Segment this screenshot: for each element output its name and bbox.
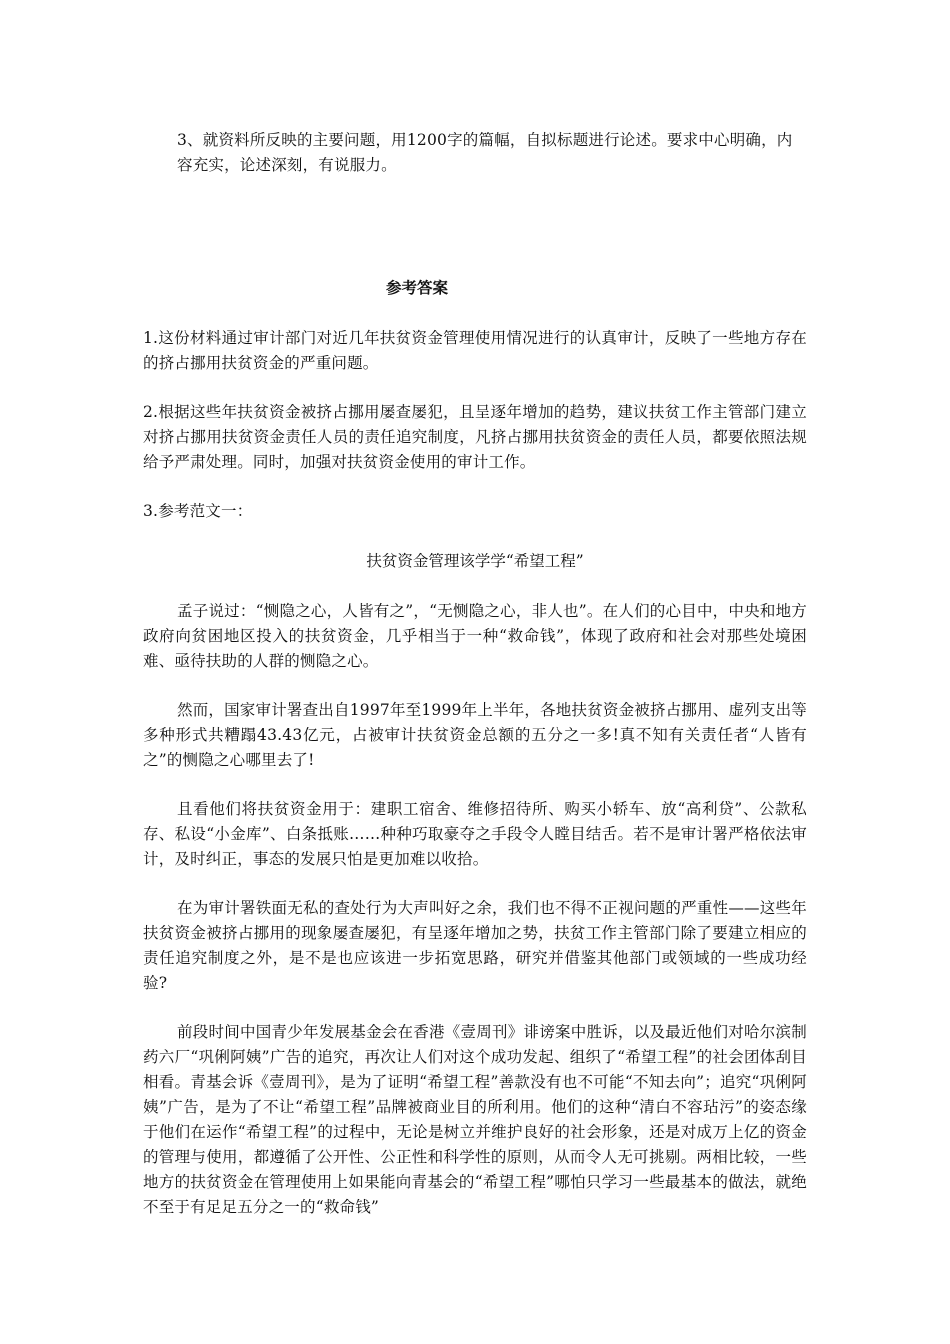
essay-paragraph-4: 在为审计署铁面无私的查处行为大声叫好之余，我们也不得不正视问题的严重性——这些年扶贫资金被挤占挪用的现象屡查屡犯，有呈逐年增加之势，扶贫工作主管部门除了要建立相应的责任追究制度之外，是不是也应该进一步拓宽思路，研究并借鉴其他部门或领域的一些成功经验? [143,899,807,992]
answer-2: 2.根据这些年扶贫资金被挤占挪用屡查屡犯，且呈逐年增加的趋势，建议扶贫工作主管部门建立对挤占挪用扶贫资金责任人员的责任追究制度，凡挤占挪用扶贫资金的责任人员，都要依照法规给予严肃处理。同时，加强对扶贫资金使用的审计工作。 [143,403,807,471]
answer-1: 1.这份材料通过审计部门对近几年扶贫资金管理使用情况进行的认真审计，反映了一些地方存在的挤占挪用扶贫资金的严重问题。 [143,329,807,372]
answer-3-label: 3.参考范文一： [143,502,253,520]
essay-paragraph-2: 然而，国家审计署查出自1997年至1999年上半年，各地扶贫资金被挤占挪用、虚列支出等多种形式共糟蹋43.43亿元，占被审计扶贫资金总额的五分之一多!真不知有关责任者“人皆有之”的恻隐之心哪里去了! [143,701,807,769]
answer-heading: 参考答案 [385,279,448,297]
essay-paragraph-1: 孟子说过：“恻隐之心，人皆有之”，“无恻隐之心，非人也”。在人们的心目中，中央和地方政府向贫困地区投入的扶贫资金，几乎相当于一种“救命钱”，体现了政府和社会对那些处境困难、亟待扶助的人群的恻隐之心。 [143,602,807,670]
essay-paragraph-3: 且看他们将扶贫资金用于：建职工宿舍、维修招待所、购买小轿车、放“高利贷”、公款私存、私设“小金库”、白条抵账……种种巧取豪夺之手段令人瞠目结舌。若不是审计署严格依法审计，及时纠正，事态的发展只怕是更加难以收拾。 [143,800,807,868]
essay-paragraph-5: 前段时间中国青少年发展基金会在香港《壹周刊》诽谤案中胜诉，以及最近他们对哈尔滨制药六厂“巩俐阿姨”广告的追究，再次让人们对这个成功发起、组织了“希望工程”的社会团体刮目相看。青基会诉《壹周刊》，是为了证明“希望工程”善款没有也不可能“不知去向”；追究“巩俐阿姨”广告，是为了不让“希望工程”品牌被商业目的所利用。他们的这种“清白不容玷污”的姿态缘于他们在运作“希望工程”的过程中，无论是树立并维护良好的社会形象，还是对成万上亿的资金的管理与使用，都遵循了公开性、公正性和科学性的原则，从而令人无可挑剔。两相比较，一些地方的扶贫资金在管理使用上如果能向青基会的“希望工程”哪怕只学习一些最基本的做法，就绝不至于有足足五分之一的“救命钱” [143,1023,807,1216]
essay-title: 扶贫资金管理该学学“希望工程” [366,552,584,570]
question-3-line-1: 3、就资料所反映的主要问题，用1200字的篇幅，自拟标题进行论述。要求中心明确，内 [177,131,793,149]
question-3-line-2: 容充实，论述深刻，有说服力。 [177,156,397,174]
